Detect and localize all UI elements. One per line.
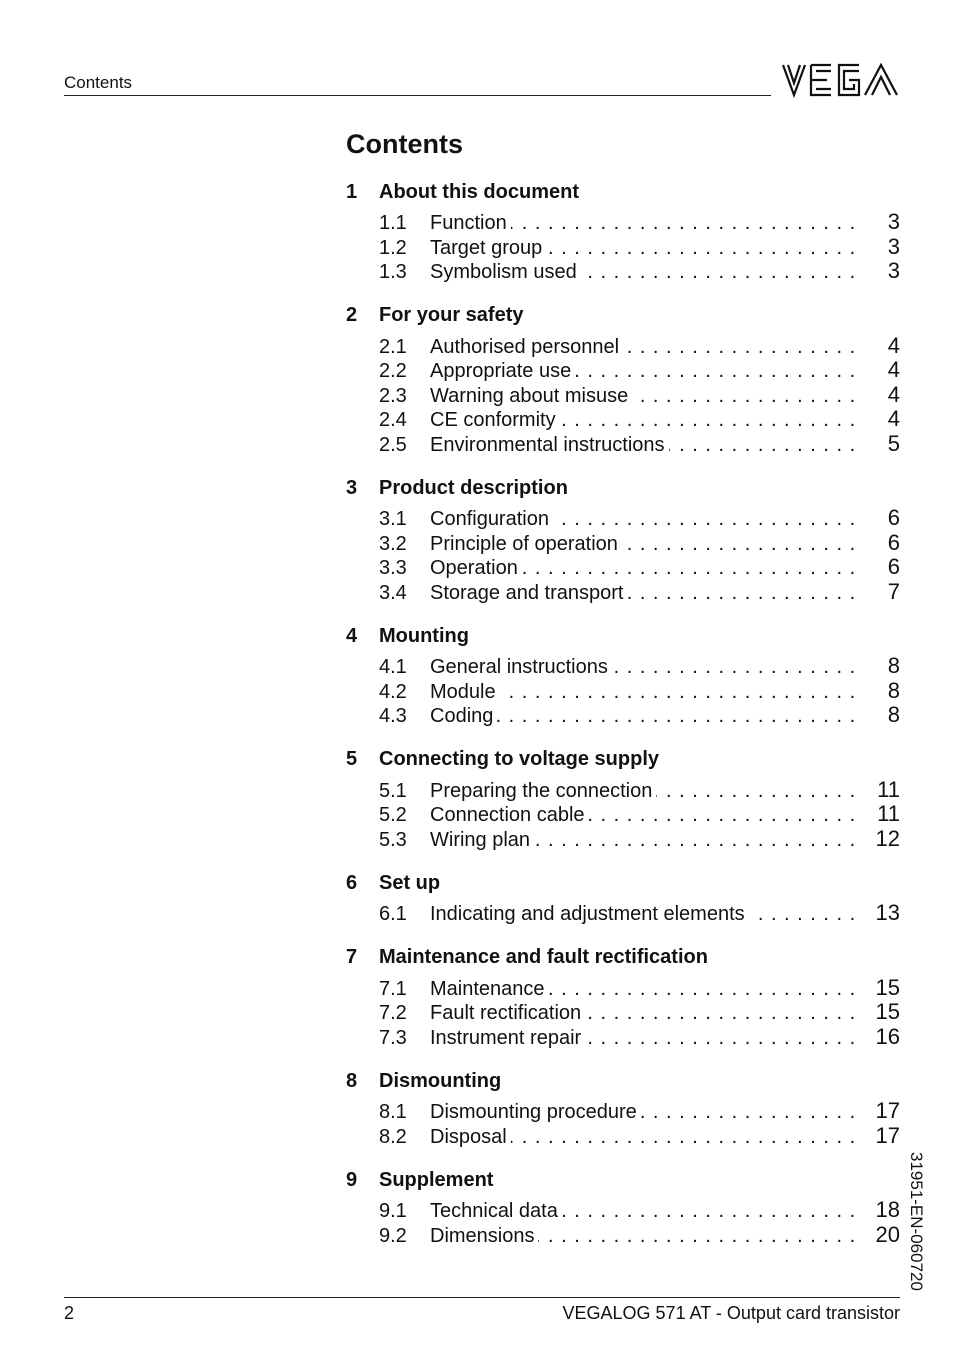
toc-entry-number: 9.1 — [379, 1200, 407, 1222]
toc-section-number: 6 — [346, 871, 358, 894]
toc-section-heading[interactable] — [346, 1067, 900, 1095]
toc-entry[interactable] — [346, 900, 900, 925]
toc-entry-title-leader — [430, 533, 860, 556]
toc-entry-title-leader — [430, 1101, 860, 1124]
document-code: 31951-EN-060720 — [907, 1152, 926, 1291]
toc-entry[interactable] — [346, 333, 900, 358]
toc-section-heading[interactable] — [346, 474, 900, 502]
footer-document-title: VEGALOG 571 AT - Output card transistor — [562, 1303, 900, 1323]
toc-entry[interactable] — [346, 801, 900, 826]
vega-logo — [781, 62, 901, 98]
toc-entry-page: 7 — [887, 578, 900, 604]
toc-entry-title-leader — [430, 780, 860, 803]
toc-entry-page: 12 — [875, 825, 900, 851]
toc-entry[interactable] — [346, 431, 900, 456]
toc-section-number: 3 — [346, 476, 358, 499]
toc-section-number: 1 — [346, 180, 358, 203]
toc-entry[interactable] — [346, 505, 900, 530]
toc-entry-title: Environmental instructions — [430, 434, 669, 456]
toc-entry-page: 3 — [887, 258, 900, 283]
toc-section — [346, 302, 900, 456]
toc-entry[interactable] — [346, 1098, 900, 1123]
toc-entry-title-leader — [430, 1200, 860, 1223]
toc-entry-page: 6 — [887, 505, 900, 530]
toc-entry-title-leader — [430, 409, 860, 432]
toc-entry-page: 3 — [887, 233, 900, 259]
toc-entry-title: General instructions — [430, 656, 612, 678]
toc-entry-title-leader — [430, 434, 860, 457]
toc-entry-number: 3.4 — [379, 581, 407, 604]
toc-entry-title-leader — [430, 582, 860, 605]
toc-entry-number: 8.1 — [379, 1101, 407, 1123]
toc-section-heading[interactable] — [346, 302, 900, 330]
page-title: Contents — [346, 129, 463, 159]
page-number: 2 — [64, 1303, 75, 1323]
toc-entry-title: Symbolism used — [430, 261, 581, 283]
toc-entry-title: Dismounting procedure — [430, 1101, 641, 1123]
toc-section — [346, 869, 900, 925]
toc-entry-title: Configuration — [430, 508, 553, 530]
toc-entry-page: 3 — [887, 209, 900, 234]
toc-section-number: 4 — [346, 624, 358, 647]
toc-entry-title-leader — [430, 508, 860, 531]
toc-entry-number: 4.3 — [379, 705, 407, 727]
toc-entry-number: 2.1 — [379, 335, 407, 358]
toc-section-title: Mounting — [379, 624, 469, 647]
toc-entry-title: Disposal — [430, 1126, 511, 1148]
toc-entry-number: 1.3 — [379, 261, 407, 283]
toc-entry-title-leader — [430, 237, 860, 260]
toc-entry-title-leader — [430, 336, 860, 359]
toc-entry[interactable] — [346, 653, 900, 678]
toc-entry-title-leader — [430, 385, 860, 408]
toc-entry-number: 4.2 — [379, 680, 407, 703]
toc-section-title: Product description — [379, 476, 568, 499]
toc-entry-title: Operation — [430, 557, 522, 579]
toc-entry[interactable] — [346, 1222, 900, 1247]
toc-entry-number: 7.2 — [379, 1002, 407, 1024]
toc-entry[interactable] — [346, 1123, 900, 1148]
toc-section-heading[interactable] — [346, 944, 900, 972]
toc-entry-page: 8 — [887, 702, 900, 727]
toc-entry-page: 16 — [875, 1023, 900, 1049]
toc-section — [346, 474, 900, 603]
toc-section-heading[interactable] — [346, 178, 900, 206]
toc-section-heading[interactable] — [346, 746, 900, 774]
toc-entry-page: 6 — [887, 554, 900, 579]
toc-entry-page: 13 — [875, 900, 900, 925]
toc-section-title: Set up — [379, 871, 441, 894]
toc-entry-number: 2.3 — [379, 384, 407, 407]
toc-entry-number: 5.2 — [379, 804, 407, 826]
toc-entry-page: 4 — [887, 332, 900, 358]
toc-entry-number: 6.1 — [379, 903, 407, 925]
toc-entry-number: 4.1 — [379, 656, 407, 678]
toc-entry-number: 5.3 — [379, 828, 407, 851]
toc-entry-page: 5 — [887, 430, 900, 456]
toc-entry[interactable] — [346, 406, 900, 431]
toc-entry-title-leader — [430, 804, 860, 827]
toc-section-number: 5 — [346, 748, 358, 770]
table-of-contents — [346, 178, 900, 1265]
toc-entry-title-leader — [430, 903, 860, 926]
toc-entry-number: 2.5 — [379, 433, 407, 456]
toc-entry[interactable] — [346, 209, 900, 234]
toc-entry-number: 1.2 — [379, 236, 407, 259]
toc-section — [346, 178, 900, 283]
toc-entry[interactable] — [346, 382, 900, 407]
toc-entry-title: Module — [430, 681, 500, 703]
toc-entry-number: 8.2 — [379, 1125, 407, 1148]
toc-entry-page: 15 — [875, 974, 900, 1000]
toc-entry-page: 17 — [875, 1098, 900, 1123]
toc-entry[interactable] — [346, 702, 900, 727]
toc-entry-title-leader — [430, 212, 860, 235]
toc-section-number: 2 — [346, 304, 358, 326]
toc-entry-title: Coding — [430, 705, 497, 727]
toc-entry-page: 11 — [877, 801, 900, 826]
toc-entry-page: 6 — [887, 529, 900, 555]
toc-entry-number: 7.1 — [379, 977, 407, 1000]
toc-entry-number: 3.1 — [379, 508, 407, 530]
toc-entry-page: 11 — [877, 776, 900, 802]
header-section-label: Contents — [64, 73, 133, 92]
toc-entry[interactable] — [346, 826, 900, 851]
toc-entry-title: Maintenance — [430, 978, 549, 1000]
toc-entry[interactable] — [346, 579, 900, 604]
toc-entry[interactable] — [346, 1024, 900, 1049]
toc-entry-page: 18 — [875, 1197, 900, 1222]
header-divider — [64, 95, 771, 96]
toc-entry-title: Instrument repair — [430, 1027, 585, 1049]
toc-entry-title: Warning about misuse — [430, 385, 632, 407]
toc-entry-title: Storage and transport — [430, 582, 627, 604]
toc-entry[interactable] — [346, 678, 900, 703]
toc-entry-title: Principle of operation — [430, 533, 622, 555]
toc-section-title: Supplement — [379, 1168, 494, 1191]
toc-section-title: Dismounting — [379, 1069, 502, 1092]
toc-entry-title: Technical data — [430, 1200, 562, 1222]
toc-entry-page: 4 — [887, 357, 900, 382]
toc-entry-title-leader — [430, 1027, 860, 1050]
toc-section — [346, 1166, 900, 1246]
toc-entry-page: 4 — [887, 381, 900, 407]
toc-entry[interactable] — [346, 554, 900, 579]
toc-entry-title-leader — [430, 978, 860, 1001]
toc-entry-title: Indicating and adjustment elements — [430, 903, 749, 925]
toc-entry[interactable] — [346, 258, 900, 283]
toc-entry-title-leader — [430, 656, 860, 679]
toc-entry-number: 3.2 — [379, 532, 407, 555]
toc-section — [346, 944, 900, 1049]
toc-entry-number: 9.2 — [379, 1224, 407, 1247]
toc-entry[interactable] — [346, 234, 900, 259]
toc-section-heading[interactable] — [346, 869, 900, 897]
toc-entry-number: 2.4 — [379, 409, 407, 431]
toc-entry-title: Target group — [430, 237, 546, 259]
toc-entry-page: 8 — [887, 653, 900, 678]
toc-section — [346, 1067, 900, 1147]
toc-entry-title: Function — [430, 212, 511, 234]
toc-entry-title: Wiring plan — [430, 829, 534, 851]
toc-entry[interactable] — [346, 357, 900, 382]
toc-entry-number: 1.1 — [379, 212, 407, 234]
toc-section-title: For your safety — [379, 304, 524, 326]
toc-section-title: Maintenance and fault rectification — [379, 946, 708, 968]
toc-entry-title-leader — [430, 261, 860, 284]
toc-entry-page: 17 — [875, 1122, 900, 1148]
toc-entry[interactable] — [346, 975, 900, 1000]
toc-section-title: About this document — [379, 180, 579, 203]
footer-divider — [64, 1297, 900, 1298]
toc-section-number: 7 — [346, 946, 358, 968]
toc-entry-title-leader — [430, 705, 860, 728]
toc-entry-title: CE conformity — [430, 409, 560, 431]
toc-entry-page: 8 — [887, 677, 900, 703]
toc-entry[interactable] — [346, 1197, 900, 1222]
toc-entry-page: 4 — [887, 406, 900, 431]
toc-entry-title-leader — [430, 557, 860, 580]
toc-entry[interactable] — [346, 999, 900, 1024]
toc-entry-title-leader — [430, 1002, 860, 1025]
toc-entry-title-leader — [430, 360, 860, 383]
toc-section — [346, 622, 900, 727]
toc-entry-number: 5.1 — [379, 779, 407, 802]
toc-entry-title: Authorised personnel — [430, 336, 623, 358]
toc-section-number: 9 — [346, 1168, 358, 1191]
toc-entry-page: 20 — [875, 1221, 900, 1247]
toc-entry-title: Connection cable — [430, 804, 589, 826]
toc-entry-title-leader — [430, 1126, 860, 1149]
toc-entry-title: Appropriate use — [430, 360, 575, 382]
toc-section-number: 8 — [346, 1069, 358, 1092]
toc-entry-title-leader — [430, 681, 860, 704]
toc-section-heading[interactable] — [346, 1166, 900, 1194]
toc-entry[interactable] — [346, 530, 900, 555]
toc-section — [346, 746, 900, 851]
toc-entry-title: Fault rectification — [430, 1002, 585, 1024]
toc-entry-title: Dimensions — [430, 1225, 538, 1247]
toc-section-heading[interactable] — [346, 622, 900, 650]
toc-entry-title-leader — [430, 1225, 860, 1248]
toc-entry-title-leader — [430, 829, 860, 852]
toc-entry-page: 15 — [875, 999, 900, 1024]
toc-entry-number: 3.3 — [379, 557, 407, 579]
toc-entry-number: 7.3 — [379, 1026, 407, 1049]
toc-entry-number: 2.2 — [379, 360, 407, 382]
toc-section-title: Connecting to voltage supply — [379, 748, 660, 770]
toc-entry-title: Preparing the connection — [430, 780, 656, 802]
toc-entry[interactable] — [346, 777, 900, 802]
